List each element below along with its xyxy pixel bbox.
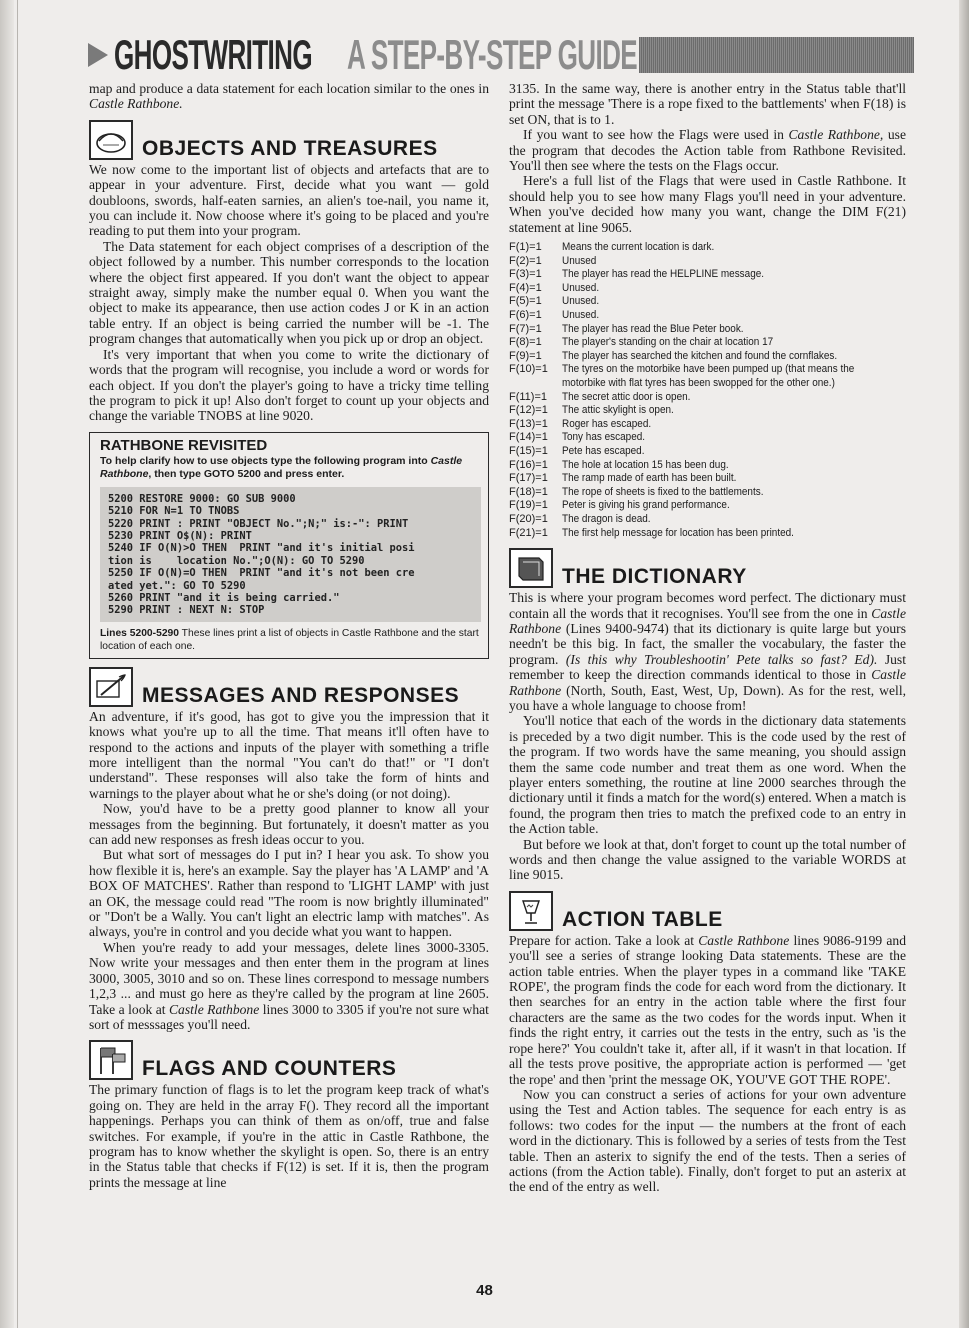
flag-description: The attic skylight is open. bbox=[562, 404, 674, 417]
flag-row bbox=[509, 323, 906, 337]
flag-row bbox=[509, 255, 906, 269]
flag-row bbox=[509, 459, 906, 473]
flags-icon bbox=[89, 1040, 133, 1080]
potion-glass-icon bbox=[509, 891, 553, 931]
right-p3: Here's a full list of the Flags that were used in Castle Rathbone. It should help you to see how many Flags you'll need in your adventure. When you've decided how many you want, change the DIM F(21) statement at line 9065. bbox=[509, 173, 906, 235]
flag-row bbox=[509, 336, 906, 350]
objects-section-header bbox=[89, 120, 489, 160]
flag-row bbox=[509, 472, 906, 486]
flag-description: The player's standing on the chair at location 17 bbox=[562, 336, 774, 349]
flag-key: F(10)=1 bbox=[509, 363, 548, 376]
flag-key: F(8)=1 bbox=[509, 336, 542, 349]
flag-row bbox=[509, 309, 906, 323]
action-heading: ACTION TABLE bbox=[562, 907, 723, 931]
flag-key: F(4)=1 bbox=[509, 281, 542, 294]
header-arrow-icon bbox=[88, 43, 108, 67]
flag-key: F(2)=1 bbox=[509, 254, 542, 267]
flag-description: Tony has escaped. bbox=[562, 431, 646, 444]
flag-key: F(11)=1 bbox=[509, 390, 548, 403]
box-intro: To help clarify how to use objects type the following program into Castle Rathbone, then type GOTO 5200 and press enter. bbox=[100, 454, 463, 480]
dict-p2: You'll notice that each of the words in the dictionary data statements is preceded by a two digit number. This is the code used by the rest of the program. If two words have the same meaning, you should assign them the same code number and treat them as one word. When the player enters something, the routine at line 2000 searches through the dictionary until it finds a match for the word(s) entered. When a match is found, the program then tries to match the prefixed code to an entry in the Action table. bbox=[509, 713, 906, 837]
action-p2: Now you can construct a series of actions for your own adventure using the Test and Action tables. The sequence for each entry is as follows: two codes for the input — the numbers at the front of each word in the dictionary. This is followed by a series of tests from the Test table. Then an asterix to signify the end of the tests. Then a series of actions (from the Action table). Finally, don't forget to put an asterix at the end of the entry as well. bbox=[509, 1086, 906, 1195]
messages-p2: Now, you'd have to be a pretty good planner to know all your messages from the beginning. But fortunately, it doesn't matter as you can add new responses as fresh ideas occur to you. bbox=[89, 801, 489, 848]
messages-section-header bbox=[89, 667, 489, 707]
flags-section-header bbox=[89, 1040, 489, 1080]
messages-p1: An adventure, if it's good, has got to give you the impression that it knows what you're up to all the time. That means it'll often have to respond to the actions and inputs of the player with something a trifle more intelligent than the normal "You can't do that!" or "I don't understand". These responses will also take the form of hints and warnings to the player about what he or she's doing (or not doing). bbox=[89, 708, 489, 801]
objects-p3: It's very important that when you come to write the dictionary of words that the program will recognise, you include a word or words for each object. If you don't the player's going to have a tricky time telling the program to pick it up! Also don't forget to count up your objects and change the variable TNOBS at line 9020. bbox=[89, 346, 489, 424]
flag-row bbox=[509, 391, 906, 405]
dict-p1: This is where your program becomes word perfect. The dictionary must contain all the words that it recognises. You'll see from the one in Castle Rathbone (Lines 9400-9474) that its dictionary is quite large but yours needn't be this big. In fact, the smaller the vocabulary, the faster the program. (Is this why Troubleshootin' Pete talks so fast? Ed). Just remember to keep the direction commands identical to those in Castle Rathbone (North, South, East, West, Up, Down). As for the rest, well, you have a whole language to choose from! bbox=[509, 590, 906, 713]
flag-row bbox=[509, 418, 906, 432]
flag-row bbox=[509, 486, 906, 500]
flag-row bbox=[509, 404, 906, 418]
flag-key: F(21)=1 bbox=[509, 526, 548, 539]
flag-key: F(18)=1 bbox=[509, 485, 548, 498]
flag-description: The secret attic door is open. bbox=[562, 390, 691, 403]
messages-p3: But what sort of messages do I put in? I hear you ask. To show you how flexible it is, here's an example. Say the player has 'A LAMP' and 'A BOX OF MATCHES'. Rather than respond to 'LIGHT LAMP' with just an OK, the message could read "The room is now brightly illuminated" or "Don't be a Wally. You can't light an electric lamp with matches". As always, you're in control and you decide what you want to happen. bbox=[89, 847, 489, 940]
flag-description: The player has read the HELPLINE message. bbox=[562, 268, 765, 281]
flag-key: F(1)=1 bbox=[509, 241, 542, 254]
flag-row bbox=[509, 295, 906, 309]
flag-key: F(13)=1 bbox=[509, 417, 548, 430]
flag-row bbox=[509, 241, 906, 255]
objects-p1: We now come to the important list of objects and artefacts that are to appear in your adventure. First, decide what you want — gold doubloons, swords, half-eaten sarnies, an alien's toe-nail, you name it, you can include it. Now choose where it's going to be placed and you're reading to put them into your program. bbox=[89, 161, 489, 239]
flag-description: The player has searched the kitchen and found the cornflakes. bbox=[562, 349, 838, 362]
flag-row bbox=[509, 350, 906, 364]
flags-heading: FLAGS AND COUNTERS bbox=[142, 1057, 397, 1081]
flag-row bbox=[509, 268, 906, 282]
objects-heading: OBJECTS AND TREASURES bbox=[142, 136, 438, 160]
flag-description: Unused. bbox=[562, 295, 600, 308]
flag-key: F(17)=1 bbox=[509, 472, 548, 485]
messages-heading: MESSAGES AND RESPONSES bbox=[142, 683, 460, 707]
page-binding-shadow bbox=[0, 0, 14, 1328]
dict-p3: But before we look at that, don't forget to count up the total number of words and then change the value assigned to the variable WORDS at line 9015. bbox=[509, 836, 906, 883]
flag-row bbox=[509, 527, 906, 541]
flag-description: The ramp made of earth has been built. bbox=[562, 472, 737, 485]
flag-description: Pete has escaped. bbox=[562, 444, 645, 457]
flag-key: F(14)=1 bbox=[509, 431, 548, 444]
flag-key: F(9)=1 bbox=[509, 349, 542, 362]
flag-description: The dragon is dead. bbox=[562, 512, 651, 525]
flag-key: F(16)=1 bbox=[509, 458, 548, 471]
book-icon bbox=[509, 548, 553, 588]
right-column bbox=[509, 81, 906, 1195]
flags-p1: The primary function of flags is to let the program keep track of what's going on. They are held in the array F(). They record all the important happenings. Perhaps you can think of them as on/off, true and false switches. For example, if you're in the attic in Castle Rathbone, the program has to know whether the skylight is open. So, there is an entry in the Status table that checks if F(12) is set. If it is, then the program prints the message at line bbox=[89, 1082, 489, 1190]
flag-description: The tyres on the motorbike have been pumped up (that means the motorbike with flat tyres has been swopped for the other one.) bbox=[562, 363, 855, 389]
header-title-light: A STEP-BY-STEP GUIDE bbox=[347, 31, 638, 78]
flag-description: The first help message for location has been printed. bbox=[562, 526, 794, 539]
quill-letter-icon bbox=[89, 667, 133, 707]
objects-p2: The Data statement for each object comprises of a description of the object followed by a number. This number corresponds to the location where the object first appeared. If you don't want the object to appear straight away, simply make the number equal 0. When you want the object to make its appearance, then use action codes J or K in an action table entry. If an object is being carried the number will be -1. The program changes that automatically when you pick up or drop an object. bbox=[89, 238, 489, 347]
intro-paragraph: map and produce a data statement for each location similar to the ones in Castle Rathbone. bbox=[89, 81, 489, 112]
flag-key: F(7)=1 bbox=[509, 322, 542, 335]
flag-description: Unused. bbox=[562, 309, 600, 322]
flag-description: Means the current location is dark. bbox=[562, 241, 715, 254]
flag-description: The hole at location 15 has been dug. bbox=[562, 458, 729, 471]
box-title: RATHBONE REVISITED bbox=[100, 436, 268, 454]
right-p2: If you want to see how the Flags were used in Castle Rathbone, use the program that decodes the Action table from Rathbone Revisited. You'll then see where the tests on the Flags occur. bbox=[509, 127, 906, 174]
flag-key: F(15)=1 bbox=[509, 444, 548, 457]
flag-row bbox=[509, 499, 906, 513]
binding-line bbox=[17, 0, 18, 1328]
basic-code-listing: 5200 RESTORE 9000: GO SUB 9000 5210 FOR N=1 TO TNOBS 5220 PRINT : PRINT "OBJECT No.";N;" is:-": PRINT 5230 PRINT O$(N): PRINT 5240 IF O(N)>O THEN PRINT "and it's initial posi tion is location No.";O(N): GO TO 5290 5250 IF O(N)=O THEN PRINT "and it's not been cre ated yet.": GO TO 5290 5260 PRINT "and it is being carried." 5290 PRINT : NEXT N: STOP bbox=[100, 487, 481, 622]
rathbone-revisited-box bbox=[89, 432, 489, 659]
flag-description: The rope of sheets is fixed to the battlements. bbox=[562, 485, 764, 498]
page-number: 48 bbox=[476, 1282, 493, 1299]
right-p1: 3135. In the same way, there is another entry in the Status table that'll print the message 'There is a rope fixed to the battlements' when F(18) is set ON, that is to 1. bbox=[509, 81, 906, 127]
flag-key: F(12)=1 bbox=[509, 404, 548, 417]
flag-row bbox=[509, 513, 906, 527]
flag-description: Peter is giving his grand performance. bbox=[562, 499, 730, 512]
flag-description: Unused bbox=[562, 254, 597, 267]
flag-key: F(20)=1 bbox=[509, 512, 548, 525]
treasure-icon bbox=[89, 120, 133, 160]
flag-row bbox=[509, 282, 906, 296]
flag-key: F(3)=1 bbox=[509, 268, 542, 281]
flag-description: Unused. bbox=[562, 281, 600, 294]
header-halftone-bar bbox=[639, 37, 914, 73]
code-caption: Lines 5200-5290 These lines print a list of objects in Castle Rathbone and the start location of each one. bbox=[100, 627, 479, 652]
flag-description: The player has read the Blue Peter book. bbox=[562, 322, 744, 335]
flag-key: F(19)=1 bbox=[509, 499, 548, 512]
flag-row bbox=[509, 445, 906, 459]
flag-key: F(6)=1 bbox=[509, 309, 542, 322]
dictionary-heading: THE DICTIONARY bbox=[562, 565, 747, 589]
header-title-dark: GHOSTWRITING bbox=[114, 31, 312, 78]
flags-list bbox=[509, 241, 906, 540]
page-header bbox=[88, 31, 914, 78]
dictionary-section-header bbox=[509, 548, 906, 588]
left-column bbox=[89, 81, 489, 1190]
flag-row bbox=[509, 431, 906, 445]
flag-row bbox=[509, 363, 906, 390]
flag-description: Roger has escaped. bbox=[562, 417, 652, 430]
messages-p4: When you're ready to add your messages, delete lines 3000-3305. Now write your messages and then enter them in the program at lines 3000, 3005, 3010 and so on. These lines correspond to message numbers 1,2,3 ... and must go here as they're called by the program at line 2605. Take a look at Castle Rathbone lines 3000 to 3305 if you're not sure what sort of messsages you'll need. bbox=[89, 939, 489, 1032]
page-edge-shadow bbox=[959, 0, 969, 1328]
flag-key: F(5)=1 bbox=[509, 295, 542, 308]
action-section-header bbox=[509, 891, 906, 931]
action-p1: Prepare for action. Take a look at Castle Rathbone lines 9086-9199 and you'll see a series of strange looking Data statements. These are the action table entries. When the player types in a command like 'TAKE ROPE', the program finds the code for each word from the dictionary. It then searches for an entry in the action table where the first four characters are the same as the two codes for the words input. When it finds the right entry, it carries out the tests in the entry, such as 'is the rope here?' You couldn't take it, after all, if it wasn't in that location. If all the tests prove positive, the appropriate action is performed — 'get the rope' and then 'print the message OK, YOU'VE GOT THE ROPE'. bbox=[509, 932, 906, 1087]
